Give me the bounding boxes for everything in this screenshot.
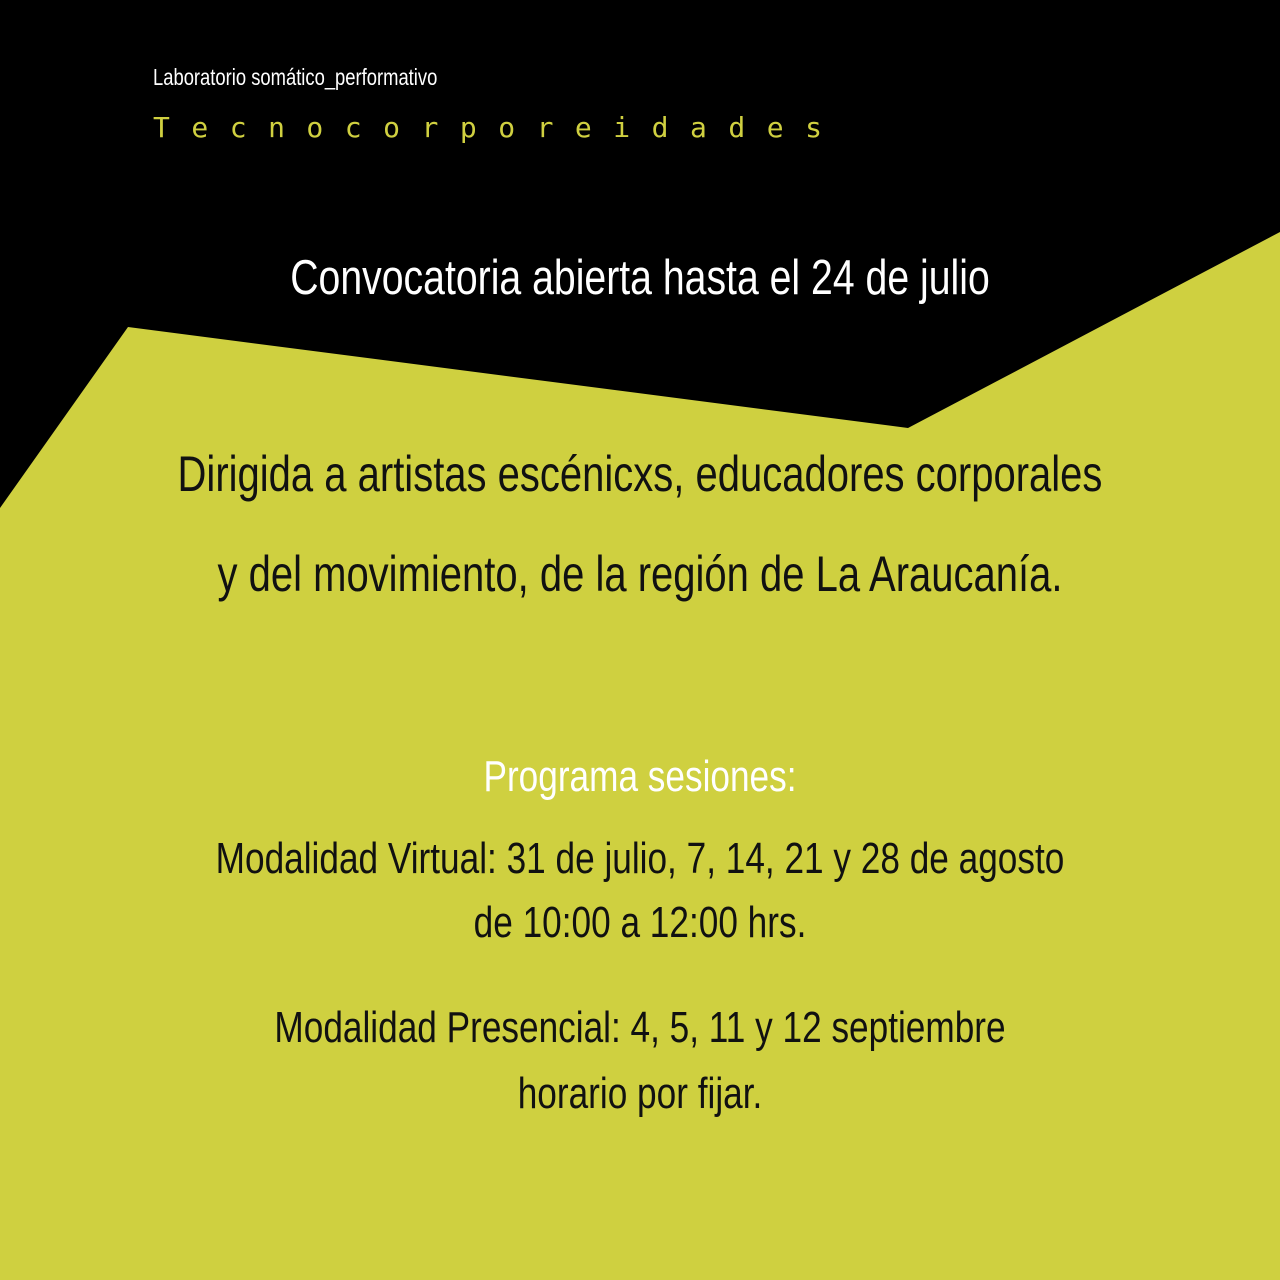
virtual-schedule-line-2: de 10:00 a 12:00 hrs.	[473, 898, 807, 947]
virtual-schedule-line-1: Modalidad Virtual: 31 de julio, 7, 14, 21 y 28 de agosto	[215, 834, 1065, 883]
deadline-heading: Convocatoria abierta hasta el 24 de julio	[290, 251, 990, 305]
lab-subtitle: Laboratorio somático_performativo	[153, 64, 438, 90]
target-audience-line-1: Dirigida a artistas escénicxs, educadores corporales	[177, 446, 1103, 502]
presencial-schedule-line-2: horario por fijar.	[517, 1069, 763, 1118]
brand-title: Tecnocorporeidades	[153, 111, 844, 144]
program-title: Programa sesiones:	[483, 752, 797, 801]
target-audience-line-2: y del movimiento, de la región de La Araucanía.	[217, 546, 1063, 602]
presencial-schedule-line-1: Modalidad Presencial: 4, 5, 11 y 12 septiembre	[274, 1003, 1006, 1052]
